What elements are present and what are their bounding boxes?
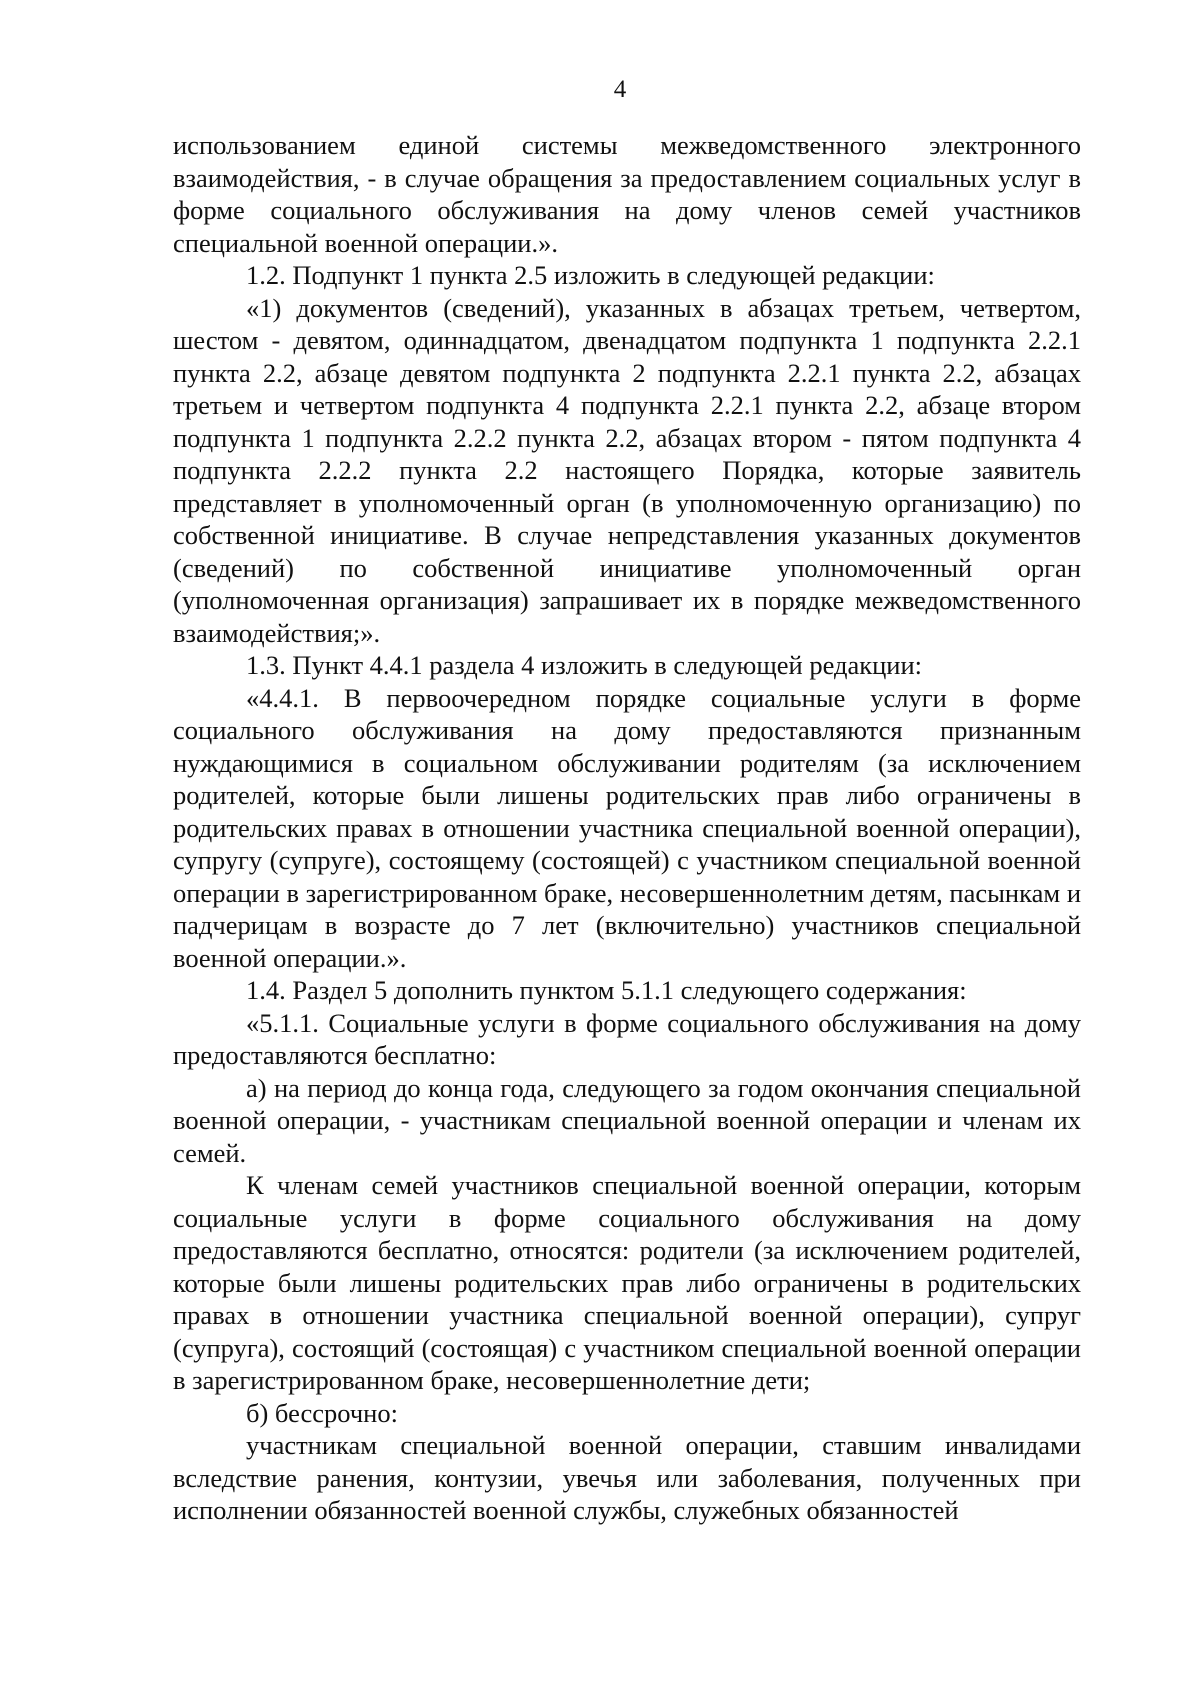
paragraph: К членам семей участников специальной военной операции, которым социальные услуги в форме социального обслуживания на дому предоставляются бесплатно, относятся: родители (за исключением родителей, которые были лишены родительских прав либо ограничены в родительских правах в отношении участника специальной военной операции), супруг (супруга), состоящий (состоящая) с участником специальной военной операции в зарегистрированном браке, несовершеннолетние дети; [173, 1170, 1081, 1395]
paragraph: 1.3. Пункт 4.4.1 раздела 4 изложить в следующей редакции: [246, 650, 923, 680]
paragraph: «5.1.1. Социальные услуги в форме социального обслуживания на дому предоставляются бесплатно: [173, 1007, 1081, 1070]
paragraph: участникам специальной военной операции, ставшим инвалидами вследствие ранения, контузии, увечья или заболевания, полученных при исполнении обязанностей военной службы, служебных обязанностей [173, 1430, 1081, 1525]
paragraph: б) бессрочно: [246, 1397, 398, 1428]
page-number: 4 [613, 76, 627, 103]
paragraph: «1) документов (сведений), указанных в абзацах третьем, четвертом, шестом - девятом, одиннадцатом, двенадцатом подпункта 1 подпункта 2.2.1 пункта 2.2, абзаце девятом подпункта 2 подпункта 2.2.1 пункта 2.2, абзацах третьем и четвертом подпункта 4 подпункта 2.2.1 пункта 2.2, абзаце втором подпункта 1 подпункта 2.2.2 пункта 2.2, абзацах втором - пятом подпункта 4 подпункта 2.2.2 пункта 2.2 настоящего Порядка, которые заявитель представляет в уполномоченный орган (в уполномоченную организацию) по собственной инициативе. В случае непредставления указанных документов (сведений) по собственной инициативе уполномоченный орган (уполномоченная организация) запрашивает их в порядке межведомственного взаимодействия;». [173, 292, 1081, 648]
paragraph: а) на период до конца года, следующего за годом окончания специальной военной операции, - участникам специальной военной операции и членам их семей. [173, 1072, 1081, 1168]
paragraph: 1.2. Подпункт 1 пункта 2.5 изложить в следующей редакции: [246, 260, 935, 290]
paragraph: использованием единой системы межведомственного электронного взаимодействия, - в случае обращения за предоставлением социальных услуг в форме социального обслуживания на дому членов семей участников специальной военной операции.». [173, 130, 1081, 258]
paragraph: 1.4. Раздел 5 дополнить пунктом 5.1.1 следующего содержания: [246, 975, 967, 1005]
paragraph: «4.4.1. В первоочередном порядке социальные услуги в форме социального обслуживания на дому предоставляются признанным нуждающимися в социальном обслуживании родителям (за исключением родителей, которые были лишены родительских прав либо ограничены в родительских правах в отношении участника специальной военной операции), супругу (супруге), состоящему (состоящей) с участником специальной военной операции в зарегистрированном браке, несовершеннолетним детям, пасынкам и падчерицам в возрасте до 7 лет (включительно) участников специальной военной операции.». [173, 682, 1081, 973]
document-body [173, 129, 1081, 1527]
